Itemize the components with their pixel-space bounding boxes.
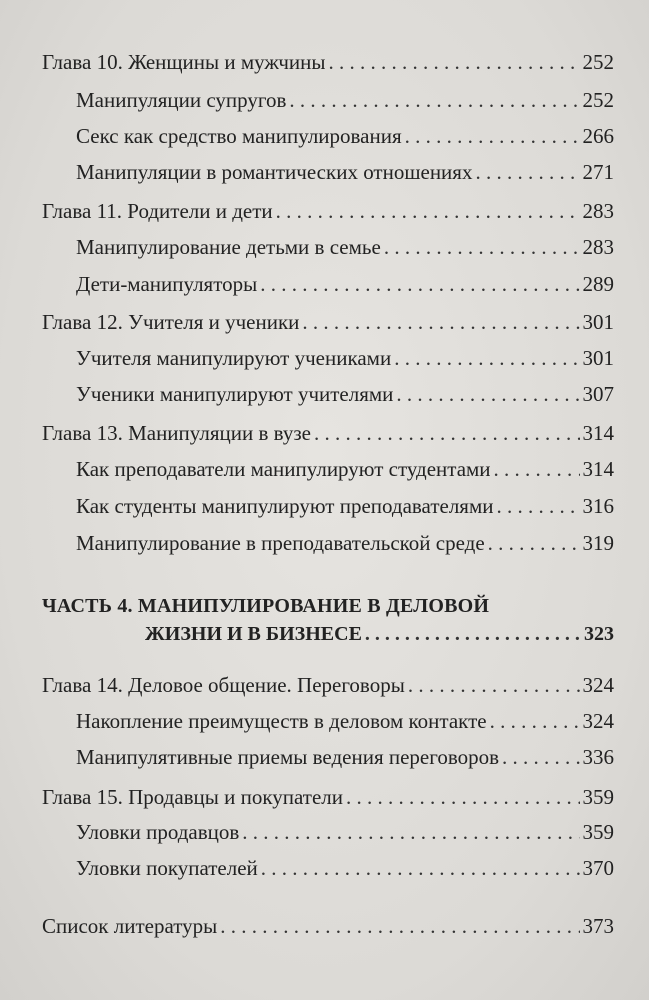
leader-dots xyxy=(408,673,580,697)
toc-entry-title: Секс как средство манипулирования xyxy=(76,124,402,148)
leader-dots xyxy=(220,914,579,938)
leader-dots xyxy=(261,856,580,880)
toc-entry-title: Манипулятивные приемы ведения переговоров xyxy=(76,745,500,769)
toc-entry-page: 324 xyxy=(582,673,614,697)
toc-entry-title: Глава 10. Женщины и мужчины xyxy=(42,50,326,74)
toc-entry-page: 301 xyxy=(582,346,614,370)
toc-entry-section xyxy=(76,346,614,370)
toc-entry-section xyxy=(76,272,614,296)
toc-entry-page: 370 xyxy=(582,856,614,880)
toc-entry-title: Манипуляции супругов xyxy=(76,88,287,112)
toc-entry-section xyxy=(76,235,614,259)
toc-entry-page: 301 xyxy=(582,310,614,334)
toc-entry-section xyxy=(76,531,614,555)
leader-dots xyxy=(490,709,580,733)
toc-entry-page: 283 xyxy=(582,199,614,223)
toc-entry-section xyxy=(76,709,614,733)
leader-dots xyxy=(494,457,580,481)
leader-dots xyxy=(242,820,579,844)
toc-entry-page: 314 xyxy=(582,421,614,445)
leader-dots xyxy=(260,272,579,296)
leader-dots xyxy=(394,346,579,370)
leader-dots xyxy=(289,88,579,112)
toc-entry-page: 289 xyxy=(582,272,614,296)
toc-entry-page: 336 xyxy=(582,745,614,769)
toc-entry-section xyxy=(76,124,614,148)
part-heading-entry xyxy=(145,622,614,646)
toc-entry-section xyxy=(76,160,614,184)
toc-entry-page: 271 xyxy=(582,160,614,184)
toc-entry-title: Глава 15. Продавцы и покупатели xyxy=(42,785,344,809)
toc-entry-section xyxy=(76,457,614,481)
leader-dots xyxy=(314,421,580,445)
toc-entry-page: 314 xyxy=(582,457,614,481)
toc-entry-title: Глава 11. Родители и дети xyxy=(42,199,273,223)
toc-entry-chapter-14 xyxy=(42,673,614,697)
toc-entry-page: 252 xyxy=(582,88,614,112)
leader-dots xyxy=(329,50,580,74)
toc-entry-page: 323 xyxy=(584,623,614,645)
toc-entry-title: Список литературы xyxy=(42,914,218,938)
leader-dots xyxy=(302,310,579,334)
toc-entry-title: Уловки покупателей xyxy=(76,856,258,880)
toc-entry-title: Накопление преимуществ в деловом контакте xyxy=(76,709,487,733)
toc-entry-chapter-12 xyxy=(42,310,614,334)
toc-entry-bibliography xyxy=(42,914,614,938)
toc-entry-chapter-15 xyxy=(42,785,614,809)
toc-entry-section xyxy=(76,745,614,769)
toc-entry-page: 316 xyxy=(582,494,614,518)
toc-entry-title: Уловки продавцов xyxy=(76,820,240,844)
toc-entry-title: Глава 13. Манипуляции в вузе xyxy=(42,421,311,445)
toc-entry-page: 307 xyxy=(582,382,614,406)
leader-dots xyxy=(365,622,581,646)
toc-entry-page: 252 xyxy=(582,50,614,74)
leader-dots xyxy=(396,382,579,406)
toc-entry-title: Манипуляции в романтических отношениях xyxy=(76,160,473,184)
toc-entry-section xyxy=(76,494,614,518)
toc-entry-title: Манипулирование в преподавательской среде xyxy=(76,531,485,555)
toc-entry-page: 324 xyxy=(582,709,614,733)
toc-entry-page: 283 xyxy=(582,235,614,259)
toc-entry-title: Учителя манипулируют учениками xyxy=(76,346,392,370)
leader-dots xyxy=(502,745,579,769)
leader-dots xyxy=(276,199,580,223)
toc-entry-title: Манипулирование детьми в семье xyxy=(76,235,381,259)
toc-entry-title: Как студенты манипулируют преподавателями xyxy=(76,494,494,518)
toc-entry-section xyxy=(76,856,614,880)
toc-entry-section xyxy=(76,88,614,112)
leader-dots xyxy=(475,160,579,184)
toc-entry-page: 319 xyxy=(582,531,614,555)
toc-entry-title: Глава 14. Деловое общение. Переговоры xyxy=(42,673,405,697)
part-heading-line1: ЧАСТЬ 4. МАНИПУЛИРОВАНИЕ В ДЕЛОВОЙ xyxy=(42,595,490,617)
toc-entry-chapter-13 xyxy=(42,421,614,445)
toc-entry-section xyxy=(76,382,614,406)
toc-entry-chapter-11 xyxy=(42,199,614,223)
toc-entry-title: Ученики манипулируют учителями xyxy=(76,382,394,406)
leader-dots xyxy=(346,785,579,809)
toc-entry-page: 373 xyxy=(582,914,614,938)
toc-entry-title: Глава 12. Учителя и ученики xyxy=(42,310,300,334)
toc-entry-section xyxy=(76,820,614,844)
toc-entry-page: 359 xyxy=(582,820,614,844)
toc-entry-page: 359 xyxy=(582,785,614,809)
toc-entry-page: 266 xyxy=(582,124,614,148)
leader-dots xyxy=(497,494,580,518)
part-heading-line2: ЖИЗНИ И В БИЗНЕСЕ xyxy=(145,623,362,645)
toc-entry-title: Дети-манипуляторы xyxy=(76,272,258,296)
leader-dots xyxy=(488,531,580,555)
toc-entry-chapter-10 xyxy=(42,50,614,74)
toc-entry-title: Как преподаватели манипулируют студентами xyxy=(76,457,491,481)
leader-dots xyxy=(384,235,580,259)
leader-dots xyxy=(405,124,580,148)
